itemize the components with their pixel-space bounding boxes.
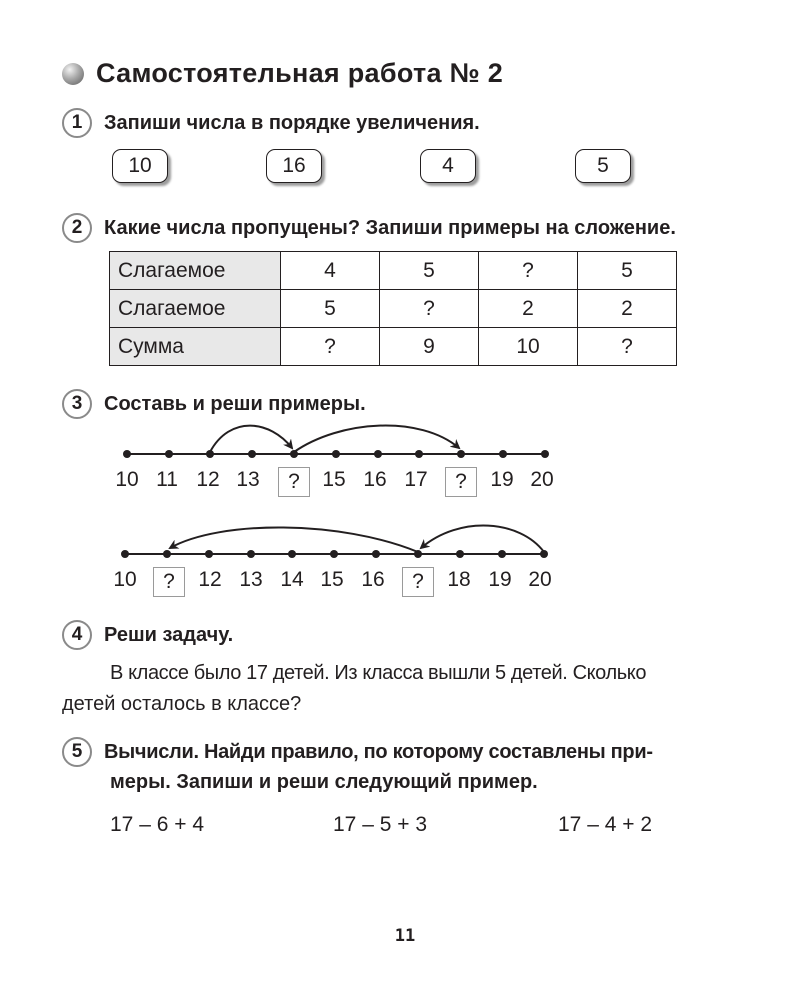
number-chip: 4: [420, 149, 476, 183]
task-number-badge: 4: [62, 620, 92, 650]
missing-number-box: ?: [153, 567, 185, 597]
table-cell: 10: [479, 328, 578, 366]
tick-label: 11: [156, 468, 178, 491]
page-title: [62, 58, 503, 89]
tick-label: 15: [322, 468, 346, 491]
missing-number-box: ?: [445, 467, 477, 497]
page-number: 11: [394, 926, 416, 946]
task-1-header: [62, 108, 480, 138]
task-instruction: Реши задачу.: [104, 623, 234, 646]
task-4-header: [62, 620, 233, 650]
missing-number-box: ?: [402, 567, 434, 597]
tick-label: 12: [198, 568, 222, 591]
task-number-badge: 5: [62, 737, 92, 767]
task-instruction: Вычисли. Найди правило, по которому составлены при-: [104, 740, 653, 763]
tick-label: 18: [447, 568, 471, 591]
bullet-ball-icon: [62, 63, 84, 85]
task-number-badge: 1: [62, 108, 92, 138]
table-cell: 2: [578, 290, 677, 328]
task-2-header: [62, 213, 676, 243]
task-instruction: Составь и реши примеры.: [104, 392, 366, 415]
table-cell: ?: [578, 328, 677, 366]
tick-label: 10: [113, 568, 137, 591]
task-5-header: [62, 737, 653, 767]
table-cell: ?: [380, 290, 479, 328]
task-instruction-line-2: меры. Запиши и реши следующий пример.: [110, 771, 538, 793]
table-cell: 5: [380, 252, 479, 290]
table-cell: ?: [479, 252, 578, 290]
tick-label: 20: [530, 468, 554, 491]
row-label: Слагаемое: [110, 290, 281, 328]
problem-text-line-1: В классе было 17 детей. Из класса вышли 5 детей. Сколько: [110, 662, 647, 684]
task-number-badge: 2: [62, 213, 92, 243]
table-cell: 5: [578, 252, 677, 290]
table-row: [110, 252, 677, 290]
tick-label: 20: [528, 568, 552, 591]
expression: 17 – 5 + 3: [333, 813, 427, 836]
tick-label: 17: [404, 468, 428, 491]
expression: 17 – 4 + 2: [558, 813, 652, 836]
tick-label: 14: [280, 568, 304, 591]
tick-label: 16: [363, 468, 387, 491]
tick-label: 15: [320, 568, 344, 591]
task-number-badge: 3: [62, 389, 92, 419]
table-cell: 4: [281, 252, 380, 290]
table-cell: 2: [479, 290, 578, 328]
row-label: Сумма: [110, 328, 281, 366]
problem-text-line-2: детей осталось в классе?: [62, 693, 302, 715]
task-instruction: Какие числа пропущены? Запиши примеры на сложение.: [104, 216, 676, 239]
expression: 17 – 6 + 4: [110, 813, 204, 836]
task-3-header: [62, 389, 366, 419]
table-row: [110, 290, 677, 328]
tick-label: 13: [236, 468, 260, 491]
table-cell: ?: [281, 328, 380, 366]
missing-number-box: ?: [278, 467, 310, 497]
tick-label: 13: [239, 568, 263, 591]
title-text: Самостоятельная работа № 2: [96, 58, 504, 88]
tick-label: 19: [488, 568, 512, 591]
tick-label: 19: [490, 468, 514, 491]
tick-label: 12: [196, 468, 220, 491]
tick-label: 10: [115, 468, 139, 491]
task-instruction: Запиши числа в порядке увеличения.: [104, 111, 480, 134]
number-chip: 16: [266, 149, 322, 183]
number-chip: 5: [575, 149, 631, 183]
row-label: Слагаемое: [110, 252, 281, 290]
table-row: [110, 328, 677, 366]
table-cell: 5: [281, 290, 380, 328]
addition-table: [109, 251, 677, 366]
number-chip: 10: [112, 149, 168, 183]
table-cell: 9: [380, 328, 479, 366]
tick-label: 16: [361, 568, 385, 591]
